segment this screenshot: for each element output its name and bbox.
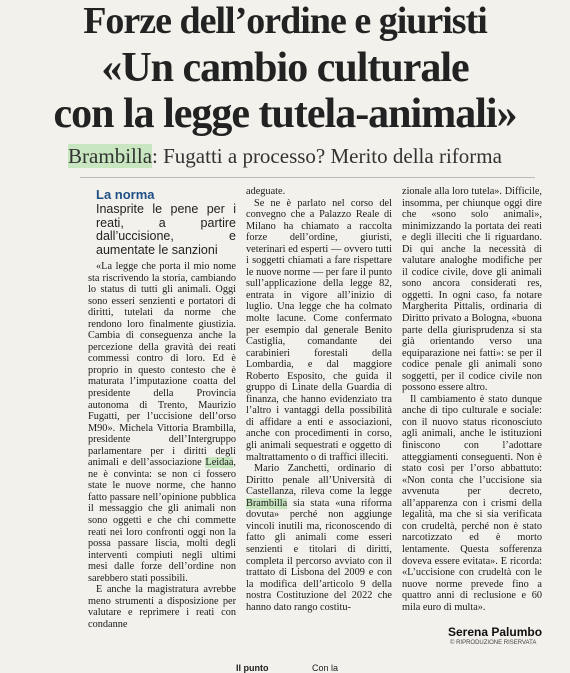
article-column-1 xyxy=(88,188,236,631)
subhead-text: : Fugatti a processo? Merito della riforma xyxy=(152,144,502,168)
article-column-3 xyxy=(402,186,542,613)
author-signature: Serena Palumbo xyxy=(448,625,543,639)
headline-line-3: con la legge tutela-animali» xyxy=(53,91,517,137)
highlight-leidaa: Leidaa xyxy=(205,457,234,469)
footer-left: Il punto xyxy=(236,663,269,673)
paragraph: Se ne è parlato nel corso del convegno che a Palazzo Reale di Milano ha chiamato a raccolta forze dell’ordine, giuristi, veterinari ed esperti — ovvero tutti i soggetti chiamati a fare rispettare le nuove norme — per fare il punto sull’applicazione della legge 82, entrata in vigore all’inizio di luglio. Una legge che ha colmato molte lacune. Come confermato per esempio dal generale Benito Castiglia, comandante dei carabinieri forestali della Lombardia, e dal maggiore Roberto Esposito, che guida il gruppo di Linate della Guardia di finanza, che hanno evidenziato tra l’altro i vantaggi della possibilità di affidare a enti e associazioni, anche con procedimenti in corso, gli animali sequestrati e oggetto di maltrattamento o di traffici illeciti. xyxy=(246,197,392,463)
headline-line-1: Forze dell’ordine e giuristi xyxy=(83,0,487,42)
paragraph: «La legge che porta il mio nome sta riscrivendo la storia, cambiando lo status di tutti gli animali. Oggi sono esseri senzienti e portatori di diritti, tutelati da norme che rendono loro finalmente giustizia. Cambia di conseguenza anche la percezione della gravità dei reati commessi contro di loro. Ed è proprio in questo contesto che è maturata l’imputazione coatta del presidente della Provincia autonoma di Trento, Maurizio Fugatti, per l’uccisione dell’orso M90». Michela Vittoria Brambilla, presidente dell’Intergruppo parlamentare per i diritti degli animali e dell’associazione Leidaa, ne è convinta: se non ci fossero state le nuove norme, che hanno fatto passare nell’opinione pubblica il messaggio che gli animali non sono oggetti e che chi commette reati nei loro confronti oggi non la possa passare liscia, molti degli interventi compiuti negli ultimi mesi dalle forze dell’ordine non sarebbero stati possibili. xyxy=(88,261,236,584)
subhead-highlight: Brambilla xyxy=(68,144,153,168)
paragraph: Il cambiamento è stato dunque anche di tipo culturale e sociale: con il nuovo status riconosciuto agli animali, anche le istituzioni finiscono con l’adottare atteggiamenti conseguenti. Non è stato così per l’orso abbattuto: «Non conta che l’uccisione sia avvenuta per decreto, all’apparenza con i crismi della legalità, ma che si sia verificata con crudeltà, perché non è stato narcotizzato ed è morto lentamente. Questa sofferenza doveva essere evitata». E ricorda: «L’uccisione con crudeltà con le nuove norme prevede fino a quattro anni di reclusione e 60 mila euro di multa». xyxy=(402,393,542,613)
kicker-text: Inasprite le pene per i reati, a partire dall’uccisione, e aumentate le sanzioni xyxy=(96,202,236,257)
footer-right: Con la xyxy=(312,663,339,673)
highlight-brambilla: Brambilla xyxy=(246,497,288,509)
divider xyxy=(80,177,535,178)
paragraph: adeguate. xyxy=(246,186,286,197)
copyright-note: © RIPRODUZIONE RISERVATA xyxy=(450,640,537,646)
article-column-2 xyxy=(246,186,392,613)
headline-line-2: «Un cambio culturale xyxy=(101,45,469,91)
paragraph: Mario Zanchetti, ordinario di Diritto penale all’Università di Castellanza, rileva come la legge Brambilla sia stata «una riforma dovuta» perché non aggiunge vincoli inutili ma, riconoscendo di fatto gli animali come esseri senzienti e titolari di diritti, completa il percorso avviato con il trattato di Lisbona del 2009 e con la modifica dell’articolo 9 della nostra Costituzione del 2022 che hanno dato rango costitu- xyxy=(246,463,392,613)
paragraph: zionale alla loro tutela». Difficile, insomma, per chiunque oggi dire che «sono solo animali», minimizzando la portata dei reati e degli illeciti che li riguardano. Di qui anche la necessità di valutare analoghe modifiche per il codice civile, dove gli animali sono ancora considerati res, oggetti. In ogni caso, fa notare Margherita Pittalis, ordinaria di Diritto privato a Bologna, «buona parte della giurisprudenza si sta già orientando verso una equiparazione nei fatti»: se per il codice penale gli animali sono soggetti, per il codice civile non possono essere altro. xyxy=(402,186,542,394)
kicker-title: La norma xyxy=(96,188,155,202)
subheadline xyxy=(0,144,570,168)
paragraph: E anche la magistratura avrebbe meno strumenti a disposizione per valutare e reprimere i reati con condanne xyxy=(88,584,236,630)
